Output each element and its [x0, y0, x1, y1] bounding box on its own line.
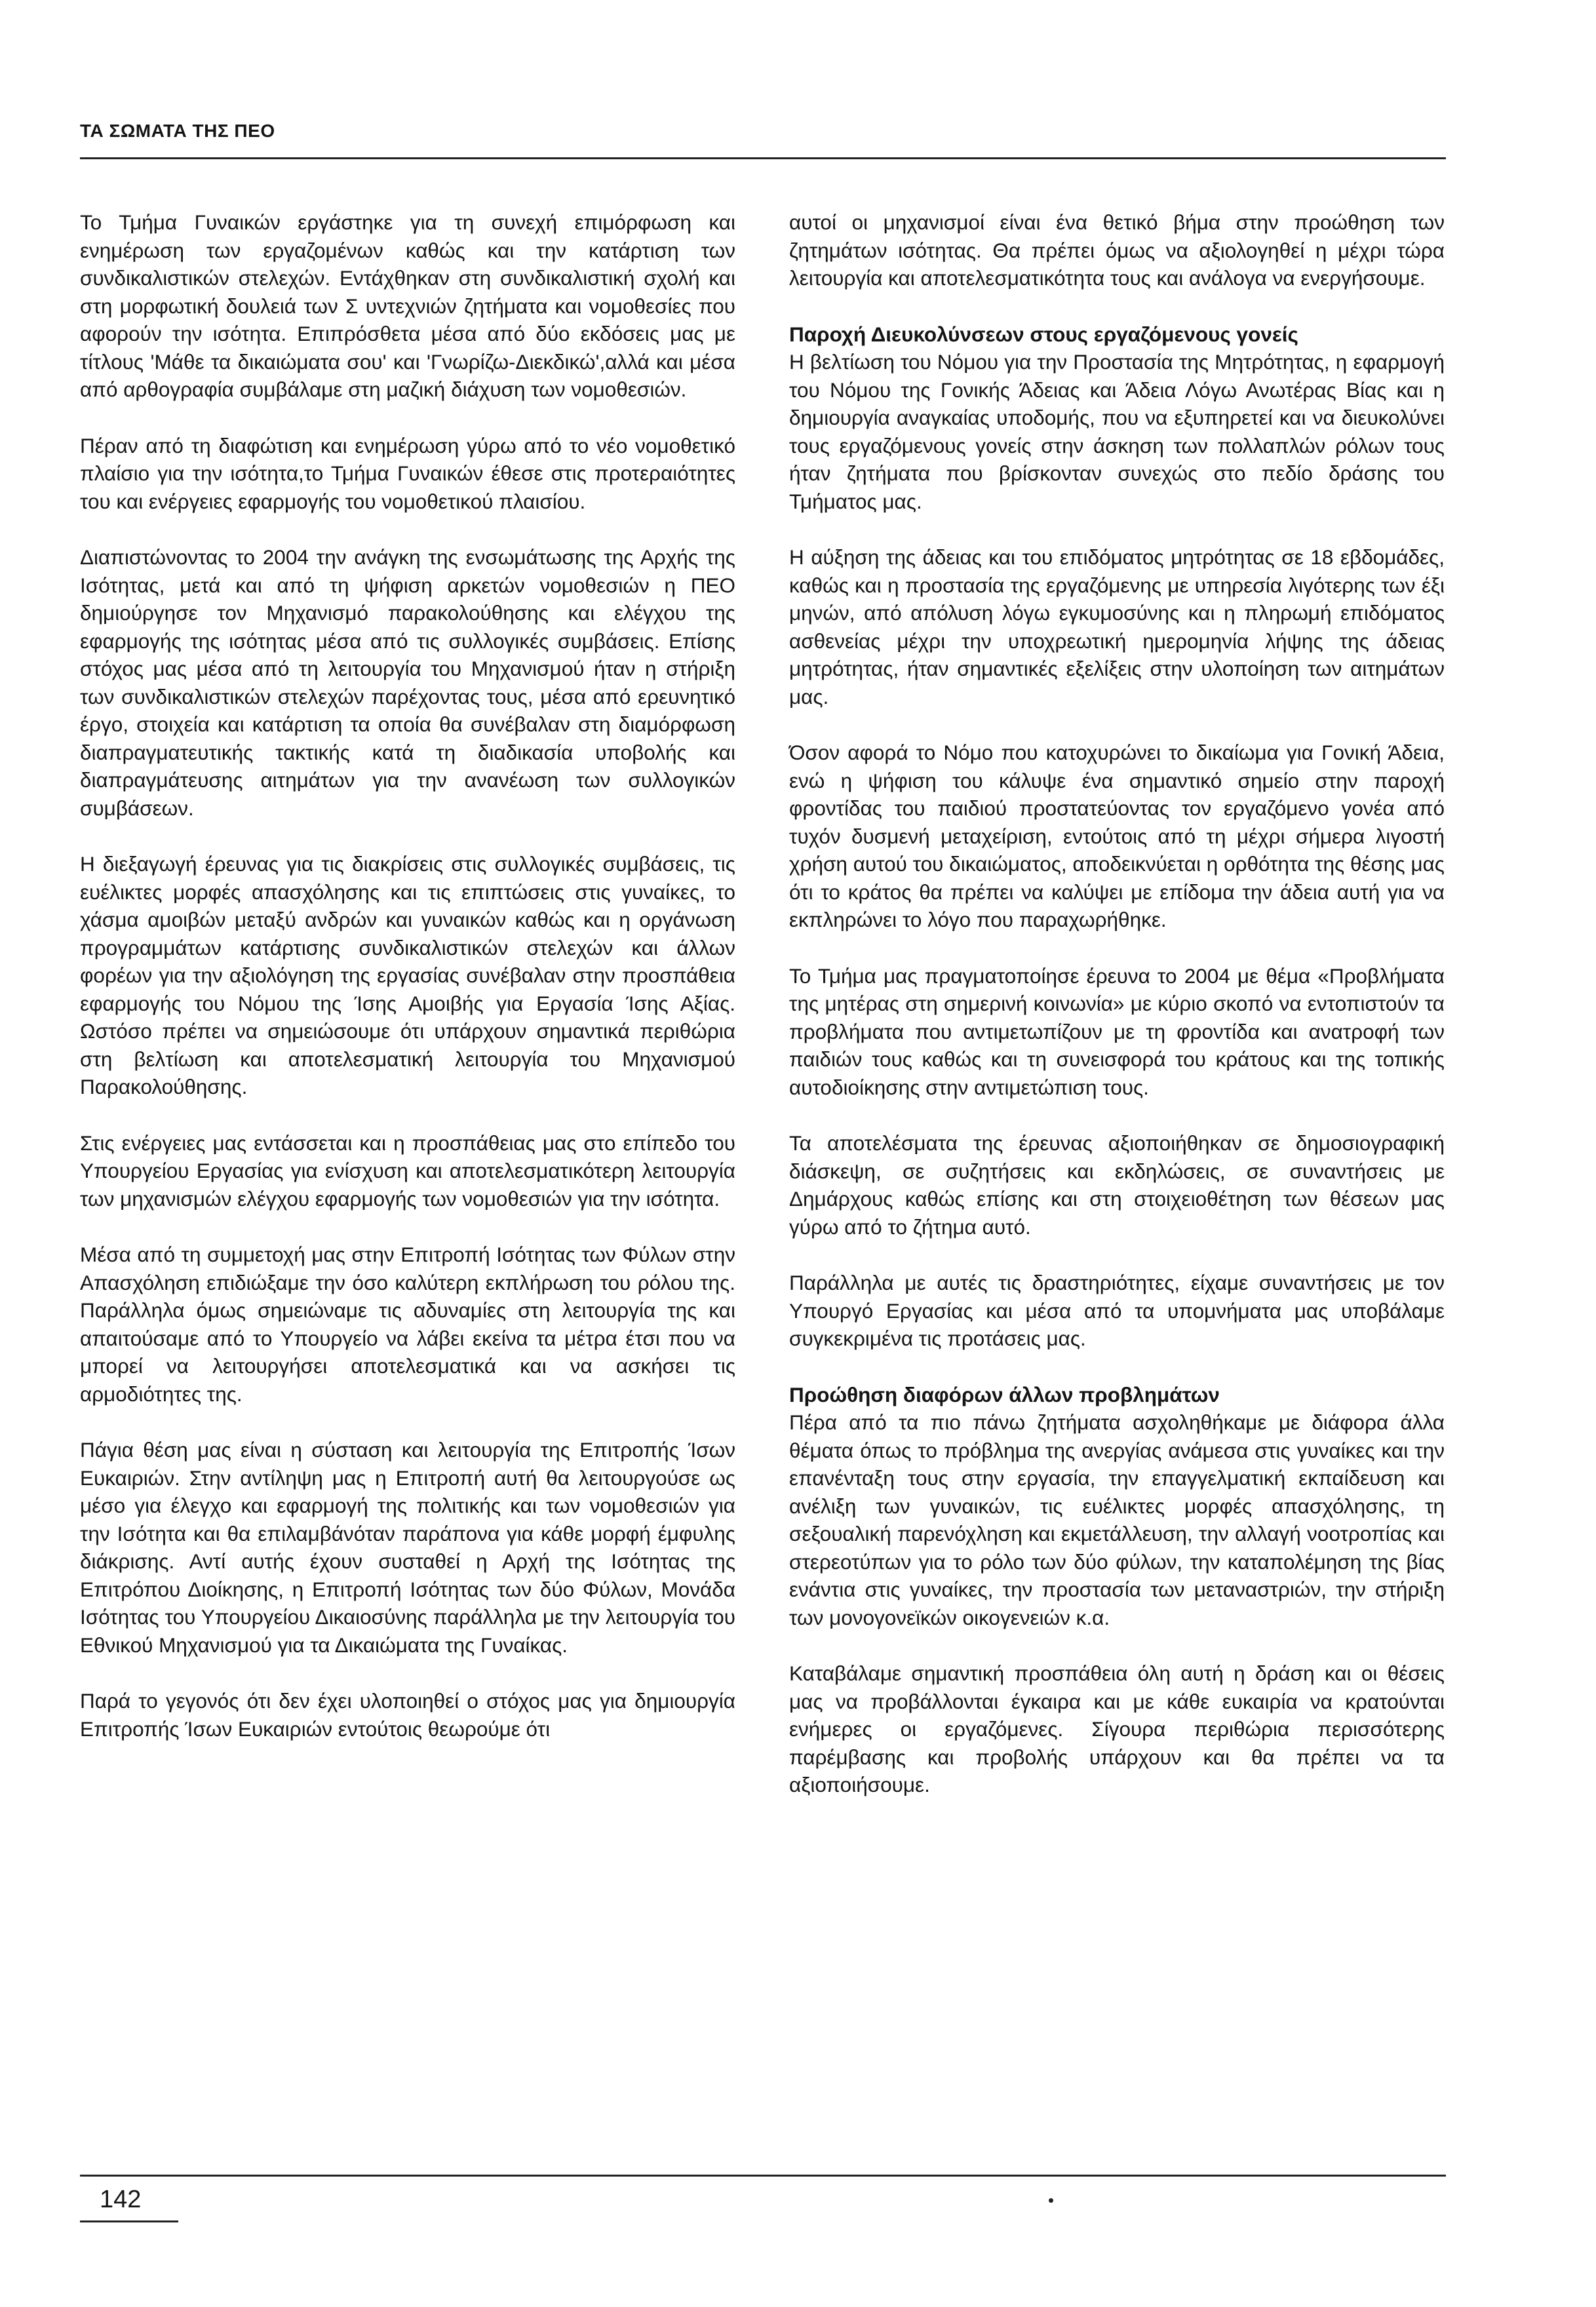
paragraph: Μέσα από τη συμμετοχή μας στην Επιτροπή Ισότητας των Φύλων στην Απασχόληση επιδιώξαμε την όσο καλύτερη εκπλήρωση του ρόλου της. Παράλληλα όμως σημειώναμε τις αδυναμίες στη λειτουργία της και απαιτούσαμε από το Υπουργείο να λάβει εκείνα τα μέτρα έτσι που να μπορεί να λειτουργήσει αποτελεσματικά και να ασκήσει τις αρμοδιότητες της. — [80, 1243, 735, 1406]
paragraph: Το Τμήμα Γυναικών εργάστηκε για τη συνεχή επιμόρφωση και ενημέρωση των εργαζομένων καθώς και την κατάρτιση των συνδικαλιστικών στελεχών. Εντάχθηκαν στη συνδικαλιστική σχολή και στη μορφωτική δουλειά των Σ υντεχνιών ζητήματα και νομοθεσίες που αφορούν την ισότητα. Επιπρόσθετα μέσα από δύο εκδόσεις μας με τίτλους 'Μάθε τα δικαιώματα σου' και 'Γνωρίζω-Διεκδικώ',αλλά και μέσα από αρθογραφία συμβάλαμε στη μαζική διάχυση των νομοθεσιών. — [80, 210, 735, 401]
paragraph: Πάγια θέση μας είναι η σύσταση και λειτουργία της Επιτροπής Ίσων Ευκαιριών. Στην αντίληψη μας η Επιτροπή αυτή θα λειτουργούσε ως μέσο για έλεγχο και εφαρμογή της πολιτικής και των νομοθεσιών για την Ισότητα και θα επιλαμβάνόταν παράπονα για κάθε μορφή έμφυλης διάκρισης. Αντί αυτής έχουν συσταθεί η Αρχή της Ισότητας της Επιτρόπου Διοίκησης, η Επιτροπή Ισότητας των δύο Φύλων, Μονάδα Ισότητας του Υπουργείου Δικαιοσύνης παράλληλα με την λειτουργία του Εθνικού Μηχανισμού για τα Δικαιώματα της Γυναίκας. — [80, 1438, 735, 1657]
paragraph: Πέραν από τη διαφώτιση και ενημέρωση γύρω από το νέο νομοθετικό πλαίσιο για την ισότητα,το Τμήμα Γυναικών έθεσε στις προτεραιότητες του και ενέργειες εφαρμογής του νομοθετικού πλαισίου. — [80, 433, 735, 513]
page-number: 142 — [100, 2186, 142, 2213]
paragraph: Το Τμήμα μας πραγματοποίησε έρευνα το 2004 με θέμα «Προβλήματα της μητέρας στη σημερινή κοινωνία» με κύριο σκοπό να εντοπιστούν τα προβλήματα που αντιμετωπίζουν με τη φροντίδα και ανατροφή των παιδιών τους καθώς και τη συνεισφορά του κράτους και της τοπικής αυτοδιοίκησης στην αντιμετώπιση τους. — [789, 963, 1445, 1099]
paragraph: Διαπιστώνοντας το 2004 την ανάγκη της ενσωμάτωσης της Αρχής της Ισότητας, μετά και από τη ψήφιση αρκετών νομοθεσιών η ΠΕΟ δημιούργησε τον Μηχανισμό παρακολούθησης και ελέγχου της εφαρμογής της ισότητας μέσα από τις συλλογικές συμβάσεις. Επίσης στόχος μας μέσα από τη λειτουργία του Μηχανισμού ήταν η στήριξη των συνδικαλιστικών στελεχών παρέχοντας τους, μέσα από ερευνητικό έργο, στοιχεία και κατάρτιση τα οποία θα συνέβαλαν στη διαμόρφωση διαπραγματευτικής τακτικής κατά τη διαδικασία υποβολής και διαπραγμάτευσης αιτημάτων για την ανανέωση των συλλογικών συμβάσεων. — [80, 545, 735, 820]
paragraph: αυτοί οι μηχανισμοί είναι ένα θετικό βήμα στην προώθηση των ζητημάτων ισότητας. Θα πρέπει όμως να αξιολογηθεί η μέχρι τώρα λειτουργία και αποτελεσματικότητα τους και ανάλογα να ενεργήσουμε. — [789, 210, 1445, 290]
paragraph: Η αύξηση της άδειας και του επιδόματος μητρότητας σε 18 εβδομάδες, καθώς και η προστασία της εργαζόμενης με υπηρεσία λιγότερης των έξι μηνών, από απόλυση λόγω εγκυμοσύνης και η πληρωμή επιδόματος ασθενείας μέχρι την υποχρεωτική ημερομηνία λήψης της άδειας μητρότητας, ήταν σημαντικές εξελίξεις στην υλοποίηση των αιτημάτων μας. — [789, 545, 1445, 708]
paragraph: Η διεξαγωγή έρευνας για τις διακρίσεις στις συλλογικές συμβάσεις, τις ευέλικτες μορφές απασχόλησης και τις επιπτώσεις στις γυναίκες, το χάσμα αμοιβών μεταξύ ανδρών και γυναικών καθώς και η οργάνωση προγραμμάτων κατάρτισης συνδικαλιστικών στελεχών και άλλων φορέων για την αξιολόγηση της εργασίας συνέβαλαν στην προσπάθεια εφαρμογής του Νόμου της Ίσης Αμοιβής για Εργασία Ίσης Αξίας. Ωστόσο πρέπει να σημειώσουμε ότι υπάρχουν σημαντικά περιθώρια στη βελτίωση και αποτελεσματική λειτουργία του Μηχανισμού Παρακολούθησης. — [80, 852, 735, 1098]
section-heading-parental-support: Παροχή Διευκολύνσεων στους εργαζόμενους γονείς — [789, 322, 1298, 346]
section-heading-other-issues: Προώθηση διαφόρων άλλων προβλημάτων — [789, 1382, 1220, 1406]
right-column — [789, 208, 1445, 1827]
paragraph: Παρά το γεγονός ότι δεν έχει υλοποιηθεί ο στόχος μας για δημιουργία Επιτροπής Ίσων Ευκαιριών εντούτοις θεωρούμε ότι — [80, 1689, 735, 1741]
paragraph: Πέρα από τα πιο πάνω ζητήματα ασχοληθήκαμε με διάφορα άλλα θέματα όπως το πρόβλημα της ανεργίας ανάμεσα στις γυναίκες και την επανένταξη τους στην εργασία, την επαγγελματική εκπαίδευση και ανέλιξη των γυναικών, τις ευέλικτες μορφές απασχόλησης, τη σεξουαλική παρενόχληση και εκμετάλλευση, την αλλαγή νοοτροπίας και στερεοτύπων για το ρόλο των δύο φύλων, την καταπολέμηση της βίας ενάντια στις γυναίκες, την προστασία των μεταναστριών, την στήριξη των μονογονεϊκών οικογενειών κ.α. — [789, 1410, 1445, 1629]
running-header: ΤΑ ΣΩΜΑΤΑ ΤΗΣ ΠΕΟ — [80, 121, 275, 141]
footer-rule — [80, 2175, 1446, 2177]
stray-dot-mark — [1049, 2198, 1053, 2203]
left-column — [80, 208, 735, 1771]
paragraph: Παράλληλα με αυτές τις δραστηριότητες, είχαμε συναντήσεις με τον Υπουργό Εργασίας και μέσα από τα υπομνήματα μας υποβάλαμε συγκεκριμένα τις προτάσεις μας. — [789, 1271, 1445, 1350]
page-number-underline — [80, 2220, 178, 2222]
paragraph: Καταβάλαμε σημαντική προσπάθεια όλη αυτή η δράση και οι θέσεις μας να προβάλλονται έγκαιρα και με κάθε ευκαιρία να κρατούνται ενήμερες οι εργαζόμενες. Σίγουρα περιθώρια περισσότερης παρέμβασης και προβολής υπάρχουν και θα πρέπει να τα αξιοποιήσουμε. — [789, 1661, 1445, 1796]
header-rule — [80, 157, 1446, 159]
paragraph: Η βελτίωση του Νόμου για την Προστασία της Μητρότητας, η εφαρμογή του Νόμου της Γονικής Άδειας και Άδεια Λόγω Ανωτέρας Βίας και η δημιουργία αναγκαίας υποδομής, που να εξυπηρετεί και να διευκολύνει τους εργαζόμενους γονείς στην άσκηση των πολλαπλών ρόλων τους ήταν ζητήματα που βρίσκονταν συνεχώς στο πεδίο δράσης του Τμήματος μας. — [789, 350, 1445, 513]
paragraph: Τα αποτελέσματα της έρευνας αξιοποιήθηκαν σε δημοσιογραφική διάσκεψη, σε συζητήσεις και εκδηλώσεις, σε συναντήσεις με Δημάρχους καθώς επίσης και στη στοιχειοθέτηση των θέσεων μας γύρω από το ζήτημα αυτό. — [789, 1131, 1445, 1239]
paragraph: Όσον αφορά το Νόμο που κατοχυρώνει το δικαίωμα για Γονική Άδεια, ενώ η ψήφιση του κάλυψε ένα σημαντικό σημείο στην παροχή φροντίδας του παιδιού προστατεύοντας τον εργαζόμενο γονέα από τυχόν δυσμενή μεταχείριση, εντούτοις από τη μέχρι σήμερα λιγοστή χρήση αυτού του δικαιώματος, αποδεικνύεται η ορθότητα της θέσης μας ότι το κράτος θα πρέπει να καλύψει με επίδομα την άδεια αυτή για να εκπληρώνει το λόγο που παραχωρήθηκε. — [789, 741, 1445, 931]
paragraph: Στις ενέργειες μας εντάσσεται και η προσπάθειας μας στο επίπεδο του Υπουργείου Εργασίας για ενίσχυση και αποτελεσματικότερη λειτουργία των μηχανισμών ελέγχου εφαρμογής των νομοθεσιών για την ισότητα. — [80, 1131, 735, 1211]
